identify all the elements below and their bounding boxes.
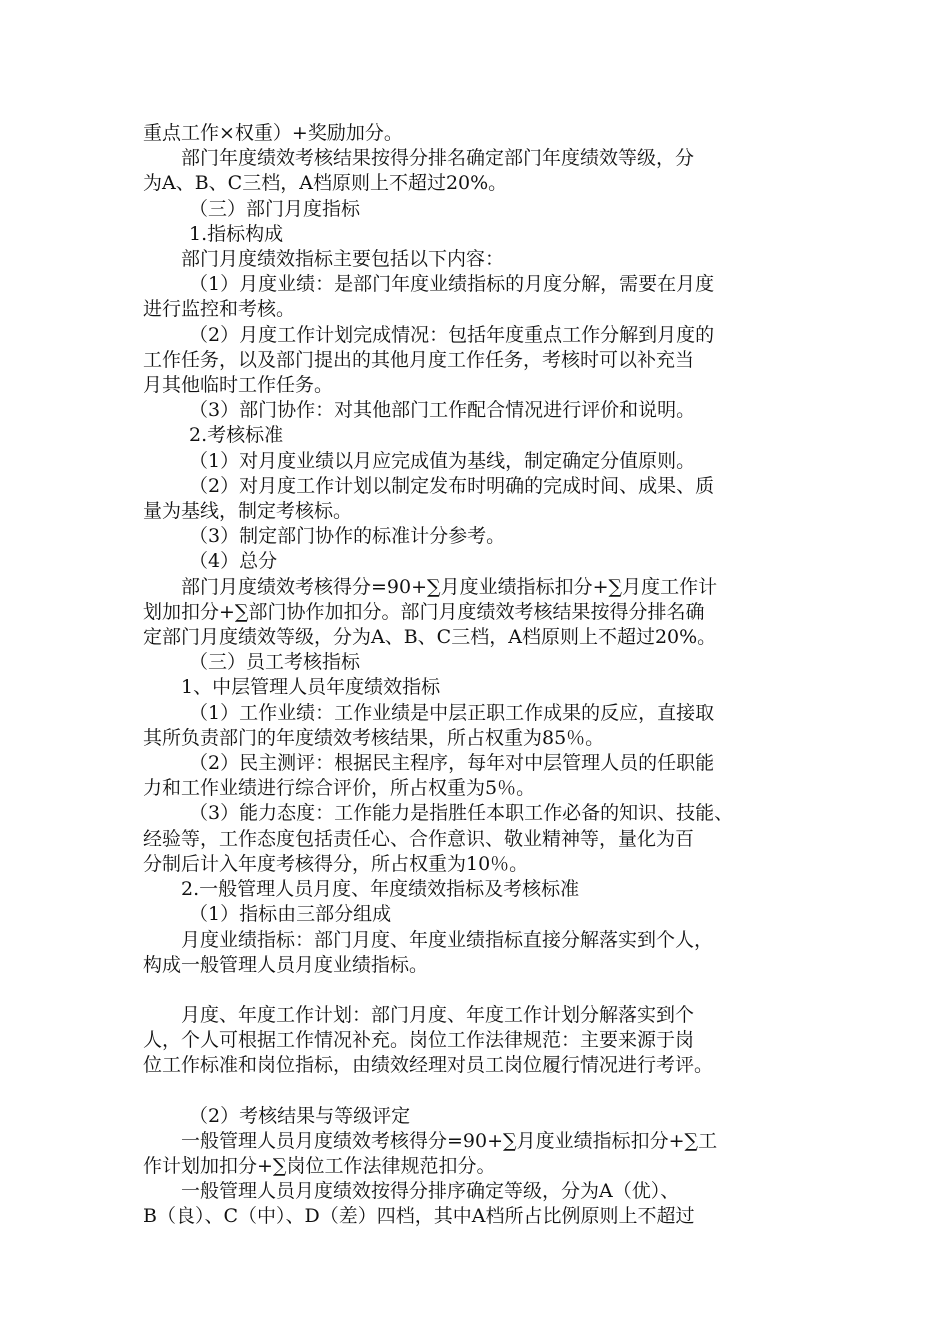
subsection-heading: 1、中层管理人员年度绩效指标: [181, 676, 441, 699]
text-line: 力和工作业绩进行综合评价，所占权重为5％。: [143, 777, 536, 800]
text-line: （2）对月度工作计划以制定发布时明确的完成时间、成果、质: [189, 474, 715, 497]
text-line: 量为基线，制定考核标。: [143, 500, 353, 523]
text-line: 部门月度绩效考核得分=90+∑月度业绩指标扣分+∑月度工作计: [181, 575, 718, 598]
text-line: （3）能力态度：工作能力是指胜任本职工作必备的知识、技能、: [189, 802, 734, 825]
text-line: B（良）、C（中）、D（差）四档，其中A档所占比例原则上不超过: [143, 1205, 695, 1228]
text-line: 一般管理人员月度绩效按得分排序确定等级，分为A（优）、: [181, 1180, 680, 1203]
text-line: 月其他临时工作任务。: [143, 374, 334, 397]
text-line: 位工作标准和岗位指标，由绩效经理对员工岗位履行情况进行考评。: [143, 1054, 714, 1077]
text-line: 分制后计入年度考核得分，所占权重为10％。: [143, 852, 529, 875]
document-body: [143, 121, 811, 1230]
text-line: 人，个人可根据工作情况补充。岗位工作法律规范：主要来源于岗: [143, 1029, 695, 1052]
text-line: （2）民主测评：根据民主程序，每年对中层管理人员的任职能: [189, 752, 715, 775]
text-line: （1）指标由三部分组成: [189, 903, 392, 926]
text-line: 作计划加扣分+∑岗位工作法律规范扣分。: [143, 1154, 496, 1177]
subsection-heading: 2.考核标准: [189, 424, 284, 447]
section-heading: （三）员工考核指标: [189, 651, 361, 674]
text-line: （1）工作业绩：工作业绩是中层正职工作成果的反应，直接取: [189, 701, 715, 724]
text-line: 部门月度绩效指标主要包括以下内容：: [181, 248, 505, 271]
text-line: 划加扣分+∑部门协作加扣分。部门月度绩效考核结果按得分排名确: [143, 600, 705, 623]
text-line: 重点工作×权重）+奖励加分。: [143, 122, 403, 144]
subsection-heading: 2.一般管理人员月度、年度绩效指标及考核标准: [181, 878, 580, 901]
text-line: 月度、年度工作计划：部门月度、年度工作计划分解落实到个: [181, 1003, 695, 1026]
text-line: 月度业绩指标：部门月度、年度业绩指标直接分解落实到个人，: [181, 928, 714, 951]
text-line: 其所负责部门的年度绩效考核结果，所占权重为85％。: [143, 726, 605, 749]
text-line: 工作任务，以及部门提出的其他月度工作任务，考核时可以补充当: [143, 348, 695, 371]
subsection-heading: 1.指标构成: [189, 222, 284, 245]
text-line: 一般管理人员月度绩效考核得分=90+∑月度业绩指标扣分+∑工: [181, 1129, 718, 1152]
text-line: 为A、B、C三档，A档原则上不超过20%。: [143, 172, 508, 195]
text-line: 进行监控和考核。: [143, 298, 296, 321]
text-line: （1）对月度业绩以月应完成值为基线，制定确定分值原则。: [189, 449, 696, 472]
paragraph-gap: [143, 1079, 811, 1104]
paragraph-gap: [143, 978, 811, 1003]
text-line: （3）制定部门协作的标准计分参考。: [189, 525, 506, 548]
section-heading: （三）部门月度指标: [189, 197, 361, 220]
text-line: （4）总分: [189, 550, 278, 573]
text-line: （1）月度业绩：是部门年度业绩指标的月度分解，需要在月度: [189, 273, 715, 296]
text-line: （2）考核结果与等级评定: [189, 1104, 411, 1127]
text-line: 构成一般管理人员月度业绩指标。: [143, 953, 429, 976]
text-line: （2）月度工作计划完成情况：包括年度重点工作分解到月度的: [189, 323, 715, 346]
text-line: 经验等，工作态度包括责任心、合作意识、敬业精神等，量化为百: [143, 827, 695, 850]
text-line: 定部门月度绩效等级，分为A、B、C三档，A档原则上不超过20%。: [143, 626, 717, 649]
text-line: （3）部门协作：对其他部门工作配合情况进行评价和说明。: [189, 399, 696, 422]
text-line: 部门年度绩效考核结果按得分排名确定部门年度绩效等级，分: [181, 147, 695, 170]
